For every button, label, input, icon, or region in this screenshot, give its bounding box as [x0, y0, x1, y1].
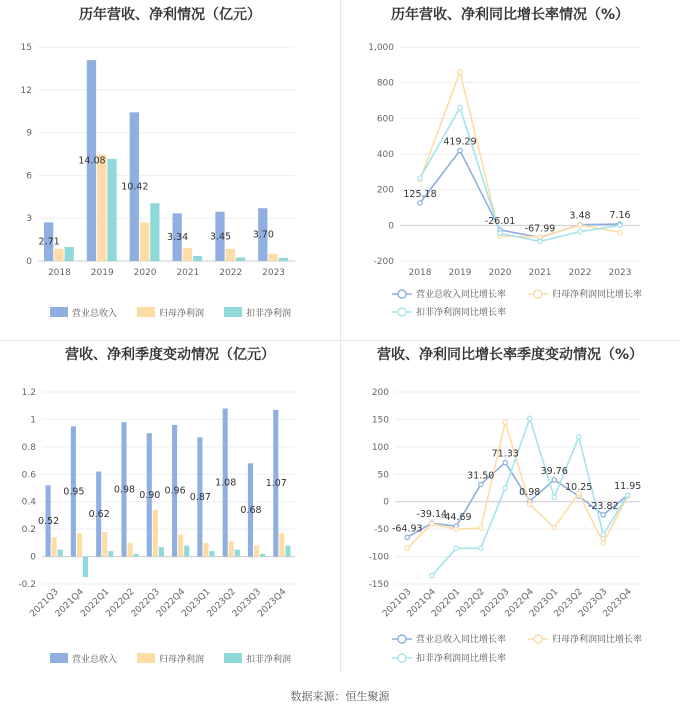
data-point	[618, 230, 622, 234]
data-point	[454, 546, 458, 550]
data-label: -67.99	[524, 223, 556, 235]
bar	[226, 249, 235, 261]
data-point	[601, 513, 605, 517]
series-line	[420, 151, 620, 238]
data-label: -23.82	[587, 500, 619, 512]
chart-canvas	[0, 0, 340, 340]
y-tick-label: 9	[26, 128, 32, 139]
data-label: 0.52	[37, 515, 60, 527]
data-label: 3.70	[252, 229, 274, 241]
x-tick-label: 2019	[90, 268, 114, 278]
bar	[65, 247, 74, 261]
data-point	[578, 229, 582, 233]
y-tick-label: -200	[373, 257, 394, 267]
legend-swatch	[137, 653, 155, 663]
data-point	[618, 223, 622, 227]
x-tick-label: 2022Q3	[479, 587, 512, 620]
y-tick-label: 15	[20, 43, 32, 53]
x-tick-label: 2022Q4	[154, 587, 188, 620]
x-tick-label: 2022	[568, 268, 592, 278]
legend-swatch	[50, 307, 68, 317]
data-label: 0.68	[240, 504, 262, 516]
y-tick-label: 1,000	[368, 43, 394, 53]
data-label: 14.08	[78, 155, 106, 167]
bar	[52, 537, 57, 556]
legend-label: 归母净利润	[159, 309, 205, 319]
data-label: 0.62	[88, 509, 110, 521]
legend-label: 归母净利润	[159, 655, 205, 665]
data-point	[538, 235, 542, 239]
bar	[184, 546, 189, 557]
data-point	[479, 546, 483, 550]
bar	[279, 258, 288, 261]
bar	[54, 249, 63, 261]
bar	[279, 533, 284, 556]
chart-canvas	[0, 340, 340, 680]
x-tick-label: 2023Q4	[256, 587, 289, 620]
data-label: 2.71	[38, 236, 60, 248]
y-tick-label: 200	[371, 388, 389, 398]
y-tick-label: 150	[371, 415, 389, 426]
data-point	[418, 201, 422, 205]
data-label: 3.34	[167, 232, 189, 244]
bar	[235, 550, 240, 557]
y-tick-label: 0.2	[21, 525, 36, 536]
data-point	[538, 239, 542, 243]
legend-marker	[398, 654, 406, 662]
data-point	[458, 148, 462, 152]
bar	[102, 532, 107, 557]
y-tick-label: 0.4	[21, 497, 36, 508]
data-label: 11.95	[614, 481, 642, 493]
x-tick-label: 2023Q3	[230, 587, 264, 620]
bar	[229, 541, 234, 556]
x-tick-label: 2023Q1	[180, 587, 213, 620]
y-tick-label: 100	[371, 442, 389, 453]
x-tick-label: 2021Q3	[28, 587, 61, 620]
y-tick-label: -100	[368, 552, 389, 563]
bar	[153, 510, 158, 557]
legend-label: 营业总收入	[72, 655, 118, 665]
legend-swatch	[50, 653, 68, 663]
legend-label: 扣非净利润	[246, 309, 292, 319]
data-point	[503, 420, 507, 424]
bar	[77, 533, 82, 556]
data-label: 0.98	[519, 487, 541, 499]
data-point	[405, 546, 409, 550]
bar	[236, 257, 245, 261]
y-tick-label: 0	[30, 552, 36, 563]
quarterly-growth-rate-chart	[340, 340, 680, 680]
bar	[140, 222, 149, 261]
data-point	[601, 532, 605, 536]
legend-marker	[398, 635, 406, 643]
x-tick-label: 2023Q2	[205, 587, 238, 620]
data-label: 1.08	[215, 477, 237, 489]
data-point	[503, 460, 507, 464]
bar	[108, 551, 113, 556]
data-point	[458, 70, 462, 74]
data-label: -26.01	[484, 215, 516, 227]
data-point	[601, 541, 605, 545]
bar	[203, 543, 208, 557]
y-tick-label: 0.6	[21, 470, 36, 481]
y-tick-label: 3	[26, 214, 32, 225]
data-label: 10.42	[121, 181, 149, 193]
quarterly-revenue-profit-chart	[0, 340, 340, 680]
chart-title: 历年营收、净利情况（亿元）	[79, 7, 261, 23]
bar	[97, 155, 106, 261]
data-label: 0.90	[139, 489, 161, 501]
chart-title: 营收、净利季度变动情况（亿元）	[65, 347, 275, 363]
data-point	[479, 526, 483, 530]
data-label: 10.25	[565, 482, 593, 494]
chart-title: 营收、净利同比增长率季度变动情况（%）	[376, 347, 644, 363]
y-tick-label: 1	[30, 415, 36, 426]
data-point	[626, 493, 630, 497]
data-point	[498, 231, 502, 235]
x-tick-label: 2021Q4	[53, 587, 87, 620]
x-tick-label: 2022Q2	[454, 587, 487, 620]
x-tick-label: 2022Q4	[503, 587, 536, 620]
bar	[150, 203, 159, 261]
legend-label: 归母净利润同比增长率	[552, 635, 643, 645]
y-tick-label: 0	[388, 221, 394, 232]
data-point	[405, 535, 409, 539]
y-tick-label: -50	[374, 525, 389, 536]
annual-growth-rate-chart	[340, 0, 680, 340]
data-label: 419.29	[443, 136, 477, 148]
y-tick-label: 50	[377, 470, 389, 481]
chart-canvas	[340, 340, 680, 680]
data-label: 0.98	[113, 484, 136, 496]
data-point	[458, 105, 462, 109]
bar	[58, 550, 63, 557]
y-tick-label: 600	[376, 114, 394, 125]
data-label: 71.33	[491, 448, 519, 460]
legend-label: 营业总收入同比增长率	[416, 290, 507, 300]
annual-revenue-profit-chart	[0, 0, 340, 340]
legend-label: 扣非净利润同比增长率	[416, 308, 507, 318]
x-tick-label: 2022	[219, 268, 243, 278]
y-tick-label: 0.8	[21, 442, 36, 453]
y-tick-label: 400	[376, 150, 394, 160]
x-tick-label: 2023Q2	[552, 587, 585, 620]
data-label: -64.93	[391, 523, 423, 535]
data-point	[418, 176, 422, 180]
x-tick-label: 2022Q3	[129, 587, 162, 620]
legend-swatch	[224, 307, 242, 317]
bar	[128, 543, 133, 557]
legend-label: 扣非净利润同比增长率	[416, 654, 507, 664]
y-tick-label: 0	[383, 497, 389, 508]
data-point	[528, 416, 532, 420]
data-point	[577, 435, 581, 439]
bar	[193, 256, 202, 261]
y-tick-label: -150	[368, 580, 389, 590]
legend-swatch	[224, 653, 242, 663]
data-point	[430, 521, 434, 525]
x-tick-label: 2019	[448, 268, 472, 278]
x-tick-label: 2018	[47, 268, 71, 278]
legend-marker	[398, 308, 406, 316]
data-point	[552, 478, 556, 482]
data-point	[528, 502, 532, 506]
y-tick-label: 200	[376, 185, 394, 196]
bar	[209, 551, 214, 556]
x-tick-label: 2020	[488, 268, 512, 278]
y-tick-label: 800	[376, 78, 394, 89]
data-label: -44.69	[440, 512, 472, 524]
x-tick-label: 2022Q1	[79, 587, 112, 620]
data-point	[552, 495, 556, 499]
y-tick-label: 6	[26, 171, 32, 182]
y-tick-label: -0.2	[18, 580, 36, 590]
data-label: 39.76	[540, 465, 568, 477]
data-label: 0.87	[189, 491, 211, 503]
x-tick-label: 2023	[608, 268, 632, 278]
data-point	[430, 574, 434, 578]
data-label: 3.48	[569, 210, 591, 222]
bar	[254, 546, 259, 557]
x-tick-label: 2021	[176, 268, 200, 278]
legend-label: 扣非净利润	[246, 655, 292, 665]
bar	[134, 554, 139, 557]
data-point	[503, 486, 507, 490]
bar	[183, 248, 192, 261]
y-tick-label: 12	[20, 85, 32, 96]
x-tick-label: 2020	[133, 268, 157, 278]
x-tick-label: 2022Q1	[430, 587, 463, 620]
legend-label: 营业总收入	[72, 309, 118, 319]
data-label: 1.07	[265, 478, 287, 490]
legend-label: 营业总收入同比增长率	[416, 635, 507, 645]
bar	[260, 554, 265, 557]
bar	[159, 547, 164, 557]
bar	[178, 535, 183, 557]
data-label: 0.95	[63, 486, 85, 498]
legend-label: 归母净利润同比增长率	[552, 290, 643, 300]
x-tick-label: 2021	[528, 268, 552, 278]
legend-swatch	[137, 307, 155, 317]
data-label: 3.45	[209, 231, 232, 243]
x-tick-label: 2023Q1	[528, 587, 561, 620]
bar	[107, 159, 116, 261]
data-point	[454, 527, 458, 531]
legend-marker	[398, 290, 406, 298]
data-source-footer: 数据来源：恒生聚源	[290, 690, 390, 703]
data-point	[578, 223, 582, 227]
x-tick-label: 2021Q3	[381, 587, 414, 620]
bar	[268, 254, 277, 261]
bar	[83, 557, 88, 578]
data-point	[552, 525, 556, 529]
x-tick-label: 2023	[262, 268, 286, 278]
x-tick-label: 2023Q4	[601, 587, 634, 620]
x-tick-label: 2018	[408, 268, 432, 278]
legend-marker	[534, 290, 542, 298]
y-tick-label: 1.2	[21, 388, 36, 398]
data-label: 0.96	[164, 485, 186, 497]
x-tick-label: 2022Q2	[104, 587, 137, 620]
data-point	[479, 482, 483, 486]
data-label: 31.50	[467, 470, 495, 482]
x-tick-label: 2023Q3	[577, 587, 610, 620]
data-label: 7.16	[609, 210, 631, 222]
x-tick-label: 2021Q4	[405, 587, 438, 620]
chart-canvas	[340, 0, 680, 340]
data-label: 125.18	[403, 189, 437, 201]
data-label: -39.14	[416, 509, 448, 521]
legend-marker	[534, 635, 542, 643]
bar	[285, 546, 290, 557]
y-tick-label: 0	[26, 257, 32, 267]
chart-title: 历年营收、净利同比增长率情况（%）	[390, 7, 630, 23]
